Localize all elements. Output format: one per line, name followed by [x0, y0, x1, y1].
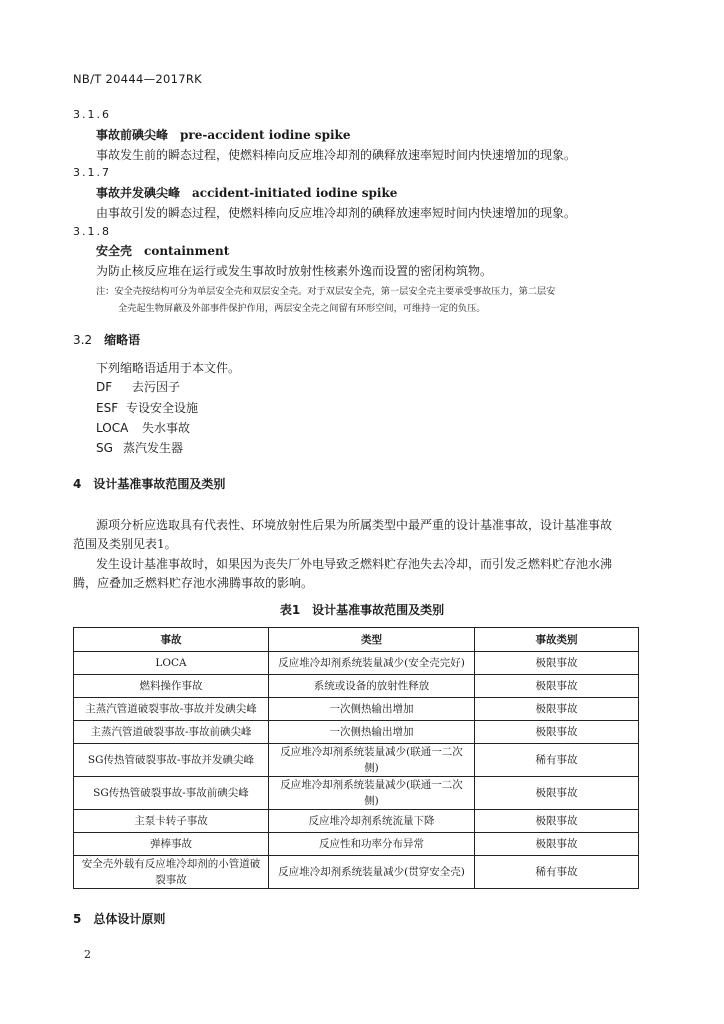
section-heading	[73, 910, 165, 927]
term-en: accident-initiated iodine spike	[192, 186, 398, 200]
term-cn: 事故并发碘尖峰	[96, 186, 181, 200]
section-title: 缩略语	[104, 333, 141, 347]
clause-number: 3.1.6	[73, 108, 111, 121]
page-number: 2	[84, 948, 91, 961]
standard-header: NB/T 20444—2017RK	[73, 72, 203, 86]
abbreviation-item	[96, 419, 190, 436]
column-header: 事故	[74, 628, 269, 652]
term-note-line: 注：安全壳按结构可分为单层安全壳和双层安全壳。对于双层安全壳，第一层安全壳主要承受事故压力，第二层安	[96, 286, 556, 297]
term-note-line: 全壳起生物屏蔽及外部事件保护作用，两层安全壳之间留有环形空间，可维持一定的负压。	[118, 303, 486, 314]
column-header: 类型	[269, 628, 475, 652]
table-cell: 反应堆冷却剂系统装量减少(安全壳完好)	[269, 652, 475, 675]
table-cell: 极限事故	[475, 810, 639, 833]
clause-number: 3.1.7	[73, 166, 111, 179]
abbreviation-item	[96, 439, 183, 456]
abbreviation-value: 失水事故	[142, 421, 191, 435]
abbreviation-key: SG	[96, 441, 113, 455]
paragraph-line: 腾，应叠加乏燃料贮存池水沸腾事故的影响。	[73, 576, 314, 590]
table-cell: 反应堆冷却剂系统装量减少(联通一二次侧)	[269, 744, 475, 777]
table-cell: 燃料操作事故	[74, 675, 269, 698]
table-cell: 极限事故	[475, 698, 639, 721]
table-cell: 极限事故	[475, 675, 639, 698]
table-cell: 主蒸汽管道破裂事故-事故前碘尖峰	[74, 721, 269, 744]
abbreviation-key: LOCA	[96, 421, 129, 435]
table-cell: 反应性和功率分布异常	[269, 833, 475, 856]
abbreviation-item	[96, 378, 180, 395]
table-header-row	[74, 628, 639, 652]
column-header: 事故类别	[475, 628, 639, 652]
table-cell: 安全壳外载有反应堆冷却剂的小管道破裂事故	[74, 856, 269, 889]
abbreviation-value: 专设安全设施	[126, 401, 199, 415]
table-cell: 一次侧热输出增加	[269, 721, 475, 744]
paragraph-line: 范围及类别见表1。	[73, 537, 177, 551]
table-cell: 弹棒事故	[74, 833, 269, 856]
clause-number: 3.1.8	[73, 225, 111, 238]
table-cell: 稀有事故	[475, 856, 639, 889]
term-en: containment	[144, 244, 230, 258]
table-row	[74, 833, 639, 856]
term-cn: 事故前碘尖峰	[96, 128, 169, 142]
table-cell: SG传热管破裂事故-事故并发碘尖峰	[74, 744, 269, 777]
abbreviation-intro: 下列缩略语适用于本文件。	[96, 361, 241, 375]
section-title: 总体设计原则	[93, 912, 166, 926]
table-row	[74, 856, 639, 889]
section-number: 4	[73, 477, 82, 491]
section-heading	[73, 475, 225, 492]
paragraph-line: 发生设计基准事故时，如果因为丧失厂外电导致乏燃料贮存池失去冷却，而引发乏燃料贮存池水沸	[96, 557, 613, 571]
table-caption: 表1 设计基准事故范围及类别	[279, 603, 445, 617]
table-cell: 极限事故	[475, 833, 639, 856]
table-cell: LOCA	[74, 652, 269, 675]
table-cell: 极限事故	[475, 777, 639, 810]
section-heading	[73, 331, 140, 348]
table-cell: 极限事故	[475, 652, 639, 675]
table-cell: 极限事故	[475, 721, 639, 744]
term-en: pre-accident iodine spike	[180, 128, 351, 142]
table-row	[74, 810, 639, 833]
term-title	[96, 242, 229, 259]
table-cell: 主蒸汽管道破裂事故-事故并发碘尖峰	[74, 698, 269, 721]
term-cn: 安全壳	[96, 244, 133, 258]
term-definition: 由事故引发的瞬态过程，使燃料棒向反应堆冷却剂的碘释放速率短时间内快速增加的现象。	[96, 206, 577, 220]
table-cell: 一次侧热输出增加	[269, 698, 475, 721]
section-title: 设计基准事故范围及类别	[93, 477, 226, 491]
abbreviation-key: ESF	[96, 401, 119, 415]
section-number: 5	[73, 912, 82, 926]
accident-table	[73, 627, 639, 889]
paragraph-line: 源项分析应选取具有代表性、环境放射性后果为所属类型中最严重的设计基准事故，设计基准事故	[96, 518, 613, 532]
table-cell: 系统或设备的放射性释放	[269, 675, 475, 698]
table-cell: 反应堆冷却剂系统装量减少(联通一二次侧)	[269, 777, 475, 810]
abbreviation-key: DF	[96, 380, 113, 394]
table-row	[74, 721, 639, 744]
term-title	[96, 184, 397, 201]
term-title	[96, 126, 350, 143]
term-definition: 为防止核反应堆在运行或发生事故时放射性核素外逸而设置的密闭构筑物。	[96, 264, 493, 278]
table-cell: 反应堆冷却剂系统装量减少(贯穿安全壳)	[269, 856, 475, 889]
table-row	[74, 777, 639, 810]
table-row	[74, 652, 639, 675]
section-number: 3.2	[73, 333, 93, 347]
abbreviation-value: 蒸汽发生器	[123, 441, 184, 455]
term-definition: 事故发生前的瞬态过程，使燃料棒向反应堆冷却剂的碘释放速率短时间内快速增加的现象。	[96, 148, 577, 162]
table-row	[74, 744, 639, 777]
table-cell: 反应堆冷却剂系统流量下降	[269, 810, 475, 833]
abbreviation-value: 去污因子	[132, 380, 181, 394]
table-cell: SG传热管破裂事故-事故前碘尖峰	[74, 777, 269, 810]
table-cell: 主泵卡转子事故	[74, 810, 269, 833]
abbreviation-item	[96, 399, 198, 416]
table-row	[74, 675, 639, 698]
table-cell: 稀有事故	[475, 744, 639, 777]
table-row	[74, 698, 639, 721]
